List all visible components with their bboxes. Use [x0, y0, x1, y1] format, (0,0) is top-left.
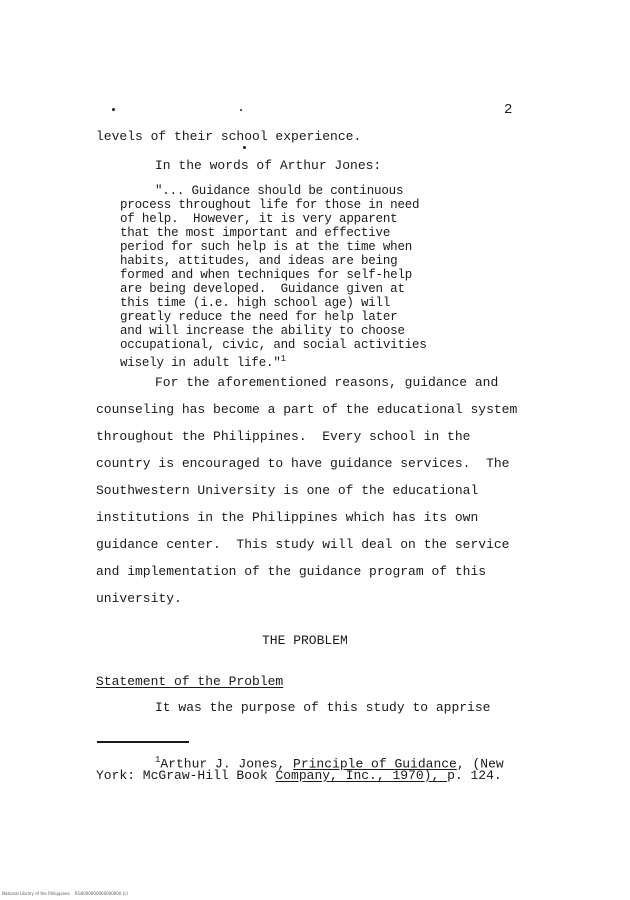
scan-speck [240, 109, 242, 111]
quote-line: greatly reduce the need for help later [120, 310, 398, 324]
paragraph-line: For the aforementioned reasons, guidance and [155, 375, 499, 390]
quote-intro: In the words of Arthur Jones: [155, 158, 382, 173]
paragraph-line: institutions in the Philippines which has its own [96, 510, 479, 525]
archive-footer: National Library of the Philippines RG0000000000000000 (c) [2, 891, 128, 896]
paragraph-line: counseling has become a part of the educational system [96, 402, 518, 417]
quote-line: this time (i.e. high school age) will [120, 296, 391, 310]
quote-line-text: wisely in adult life." [120, 356, 281, 371]
footnote-reference: 1 [280, 354, 286, 364]
page-number: 2 [504, 102, 513, 118]
scan-speck [243, 146, 246, 149]
quote-line: habits, attitudes, and ideas are being [120, 254, 398, 268]
paragraph-line: guidance center. This study will deal on the service [96, 537, 510, 552]
quote-line: and will increase the ability to choose [120, 324, 405, 338]
paragraph-line: country is encouraged to have guidance services. The [96, 456, 510, 471]
subsection-text: It was the purpose of this study to apprise [155, 700, 491, 715]
quote-line-last [120, 351, 286, 371]
footnote-divider [97, 741, 189, 743]
quote-line: "... Guidance should be continuous [155, 184, 404, 198]
quote-line: that the most important and effective [120, 226, 391, 240]
quote-line: process throughout life for those in need [120, 198, 420, 212]
footnote-publisher: , (New [456, 756, 504, 772]
footnote-line [96, 768, 502, 784]
paragraph-continuation: levels of their school experience. [96, 129, 362, 144]
footnote-page: p. 124. [447, 768, 502, 783]
paragraph-line: Southwestern University is one of the educational [96, 483, 479, 498]
quote-line: of help. However, it is very apparent [120, 212, 398, 226]
scan-speck [112, 108, 115, 111]
section-heading: THE PROBLEM [262, 633, 348, 648]
quote-line: formed and when techniques for self-help [120, 268, 413, 282]
paragraph-line: university. [96, 591, 182, 606]
footnote-company: Company, Inc., 1970), [275, 768, 448, 783]
quote-line: are being developed. Guidance given at [120, 282, 405, 296]
paragraph-line: throughout the Philippines. Every school in the [96, 429, 471, 444]
quote-line: occupational, civic, and social activities [120, 338, 427, 352]
subsection-heading: Statement of the Problem [96, 674, 284, 689]
paragraph-line: and implementation of the guidance program of this [96, 564, 487, 579]
footnote-author: Arthur J. Jones, [160, 756, 294, 772]
footnote-mark: 1 [155, 755, 161, 765]
footnote-place: York: McGraw-Hill Book [96, 768, 276, 783]
quote-line: period for such help is at the time when [120, 240, 413, 254]
footnote-title: Principle of Guidance [293, 756, 457, 772]
